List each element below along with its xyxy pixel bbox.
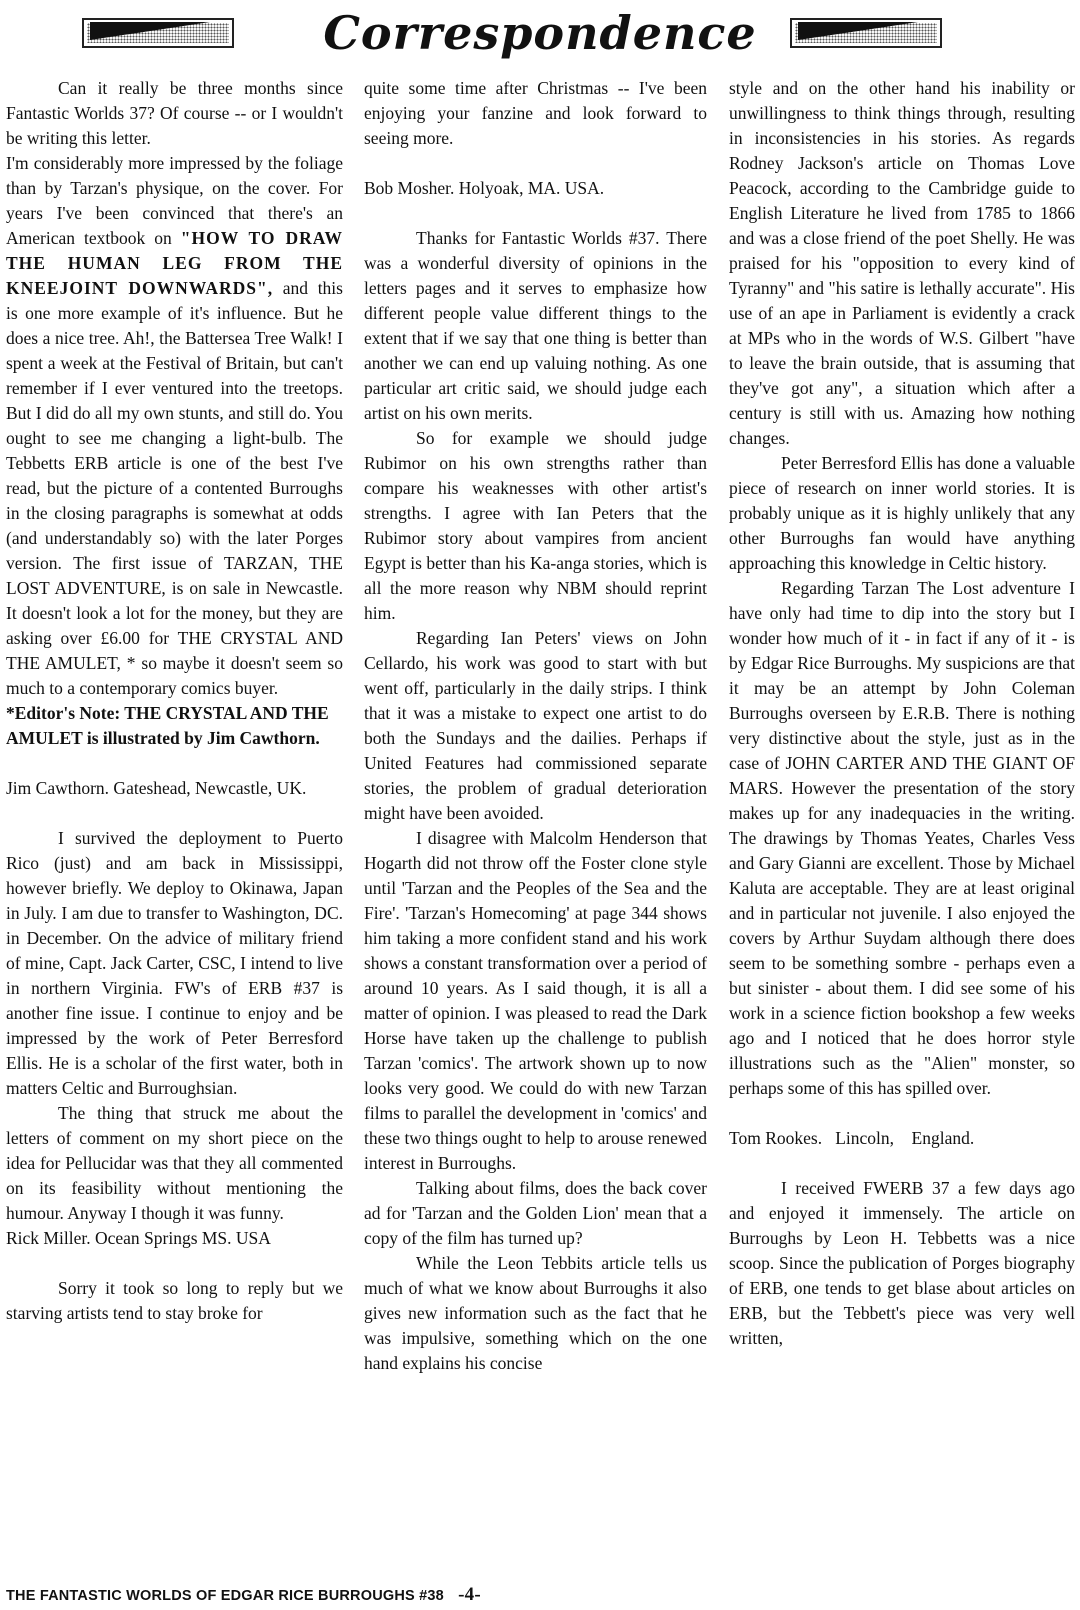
letter-paragraph: Peter Berresford Ellis has done a valuable piece of research on inner world stories. It is probably unique as it is highly unlikely that any other Burroughs fan would have anything approaching this knowledge in Celtic history. — [729, 453, 1075, 573]
page-title: Correspondence — [323, 6, 757, 60]
letter-paragraph: Regarding Ian Peters' views on John Cellardo, his work was good to start with but went off, particularly in the daily strips. I think that it was a mistake to expect one artist to do both the Sundays and the dailies. Perhaps if United Features had commissioned separate stories, the problem of gradual deterioration might have been avoided. — [364, 628, 707, 823]
emphasized-heading-text: "HOW TO DRAW THE HUMAN LEG FROM THE KNEEJOINT DOWNWARDS", — [6, 228, 344, 298]
publication-title: THE FANTASTIC WORLDS OF EDGAR RICE BURROUGHS #38 — [6, 1588, 444, 1604]
letter-signature: Tom Rookes. Lincoln, England. — [729, 1128, 975, 1148]
letter-signature: Rick Miller. Ocean Springs MS. USA — [6, 1228, 271, 1248]
letter-signature: Bob Mosher. Holyoak, MA. USA. — [364, 178, 605, 198]
letter-paragraph: I disagree with Malcolm Henderson that Hogarth did not throw off the Foster clone style until 'Tarzan and the Peoples of the Sea and the Fire'. 'Tarzan's Homecoming' at page 344 shows him taking a more confident stand and his work shows a constant transformation over a period of around 10 years. As I said though, it is all a matter of opinion. I was pleased to read the Dark Horse have taken up the challenge to publish Tarzan 'comics'. The artwork shown up to now looks very good. We could do with new Tarzan films to parallel the development in 'comics' and these two things ought to help to arouse renewed interest in Burroughs. — [364, 828, 707, 1173]
decorative-banner-right — [790, 18, 942, 48]
letter-paragraph: Thanks for Fantastic Worlds #37. There was a wonderful diversity of opinions in the letters pages and it serves to emphasize how different people value different things to the extent that if we say that one thing is better than another we can end up valuing nothing. As one particular art critic said, we should judge each artist on his own merits. — [364, 228, 707, 423]
letter-paragraph: While the Leon Tebbits article tells us much of what we know about Burroughs it also gives new information such as the fact that he was impulsive, something which on the one hand explains his concise — [364, 1253, 707, 1373]
letter-paragraph: I received FWERB 37 a few days ago and enjoyed it immensely. The article on Burroughs by Leon H. Tebbetts was a nice scoop. Since the publication of Porges biography of ERB, one tends to get blase about articles on ERB, but the Tebbett's piece was very well written, — [729, 1178, 1075, 1348]
letter-paragraph: Talking about films, does the back cover ad for 'Tarzan and the Golden Lion' mean that a copy of the film has turned up? — [364, 1178, 707, 1248]
editor-note: *Editor's Note: THE CRYSTAL AND THE AMULET is illustrated by Jim Cawthorn. — [6, 703, 329, 748]
letter-paragraph: Regarding Tarzan The Lost adventure I have only had time to dip into the story but I wonder how much of it - in fact if any of it - is by Edgar Rice Burroughs. My suspicions are that it may be an attempt by John Coleman Burroughs overseen by E.R.B. There is nothing very distinctive about the style, just as in the case of JOHN CARTER AND THE GIANT OF MARS. However the presentation of the story makes up for any inadequacies in the writing. The drawings by Thomas Yeates, Charles Vess and Gary Gianni are excellent. Those by Michael Kaluta are acceptable. They are at least original and in particular not juvenile. I also enjoyed the covers by Arthur Suydam although there does seem to be something sombre - perhaps even a but sinister - about them. I did see some of his work in a science fiction bookshop a few weeks ago and I noticed that he does horror style illustrations such as the "Alien" monster, so perhaps some of this has spilled over. — [729, 578, 1075, 1098]
letter-paragraph: I survived the deployment to Puerto Rico (just) and am back in Mississippi, however briefly. We deploy to Okinawa, Japan in July. I am due to transfer to Washington, DC. in December. On the advice of military friend of mine, Capt. Jack Carter, CSC, I intend to live in northern Virginia. FW's of ERB #37 is another fine issue. I continue to enjoy and be impressed by the work of Peter Berresford Ellis. He is a scholar of the first water, both in matters Celtic and Burroughsian. — [6, 828, 343, 1098]
letter-paragraph: The thing that struck me about the letters of comment on my short piece on the idea for Pellucidar was that they all commented on its feasibility without mentioning the humour. Anyway I though it was funny. — [6, 1103, 343, 1223]
page-number: -4- — [458, 1584, 481, 1605]
letter-paragraph: So for example we should judge Rubimor on his own strengths rather than compare his weaknesses with other artist's strengths. I agree with Ian Peters that the Rubimor story about vampires from ancient Egypt is better than his Ka-anga stories, which is all the more reason why NBM should reprint him. — [364, 428, 707, 623]
letter-paragraph: style and on the other hand his inability or unwillingness to think things through, resulting in inconsistencies in his stories. As regards Rodney Jackson's article on Thomas Love Peacock, according to the Cambridge guide to English Literature he lived from 1785 to 1866 and was a close friend of the poet Shelly. He was praised for his "opposition to every kind of Tyranny" and "his satire is lethally accurate". His use of an ape in Parliament is evidently a crack at MPs who in the words of W.S. Gilbert "have to leave the brain outside, that is assuming that they've got any", a situation which after a century is still with us. Amazing how nothing changes. — [729, 78, 1075, 448]
page-footer — [6, 1584, 1066, 1606]
letter-signature: Jim Cawthorn. Gateshead, Newcastle, UK. — [6, 778, 307, 798]
column-2 — [364, 76, 707, 1376]
column-1 — [6, 76, 343, 1326]
letter-paragraph: quite some time after Christmas -- I've been enjoying your fanzine and look forward to seeing more. — [364, 78, 707, 148]
letter-paragraph: Can it really be three months since Fantastic Worlds 37? Of course -- or I wouldn't be writing this letter. — [6, 78, 343, 148]
letter-paragraph: I'm considerably more impressed by the foliage than by Tarzan's physique, on the cover. For years I've been convinced that there's an American textbook on "HOW TO DRAW THE HUMAN LEG FROM THE KNEEJOINT DOWNWARDS", and this is one more example of it's influence. But he does a nice tree. Ah!, the Battersea Tree Walk! I spent a week at the Festival of Britain, but can't remember if I ever ventured into the treetops. But I did do all my own stunts, and still do. You ought to see me changing a light-bulb. The Tebbetts ERB article is one of the best I've read, but the picture of a contented Burroughs in the closing paragraphs is somewhat at odds (and understandably so) with the later Porges version. The first issue of TARZAN, THE LOST ADVENTURE, is on sale in Newcastle. It doesn't look a lot for the money, but they are asking over £6.00 for THE CRYSTAL AND THE AMULET, * so maybe it doesn't seem so much to a contemporary comics buyer. — [6, 153, 344, 698]
letter-paragraph: Sorry it took so long to reply but we starving artists tend to stay broke for — [6, 1278, 343, 1323]
column-3 — [729, 76, 1075, 1351]
page-header — [0, 0, 1080, 70]
